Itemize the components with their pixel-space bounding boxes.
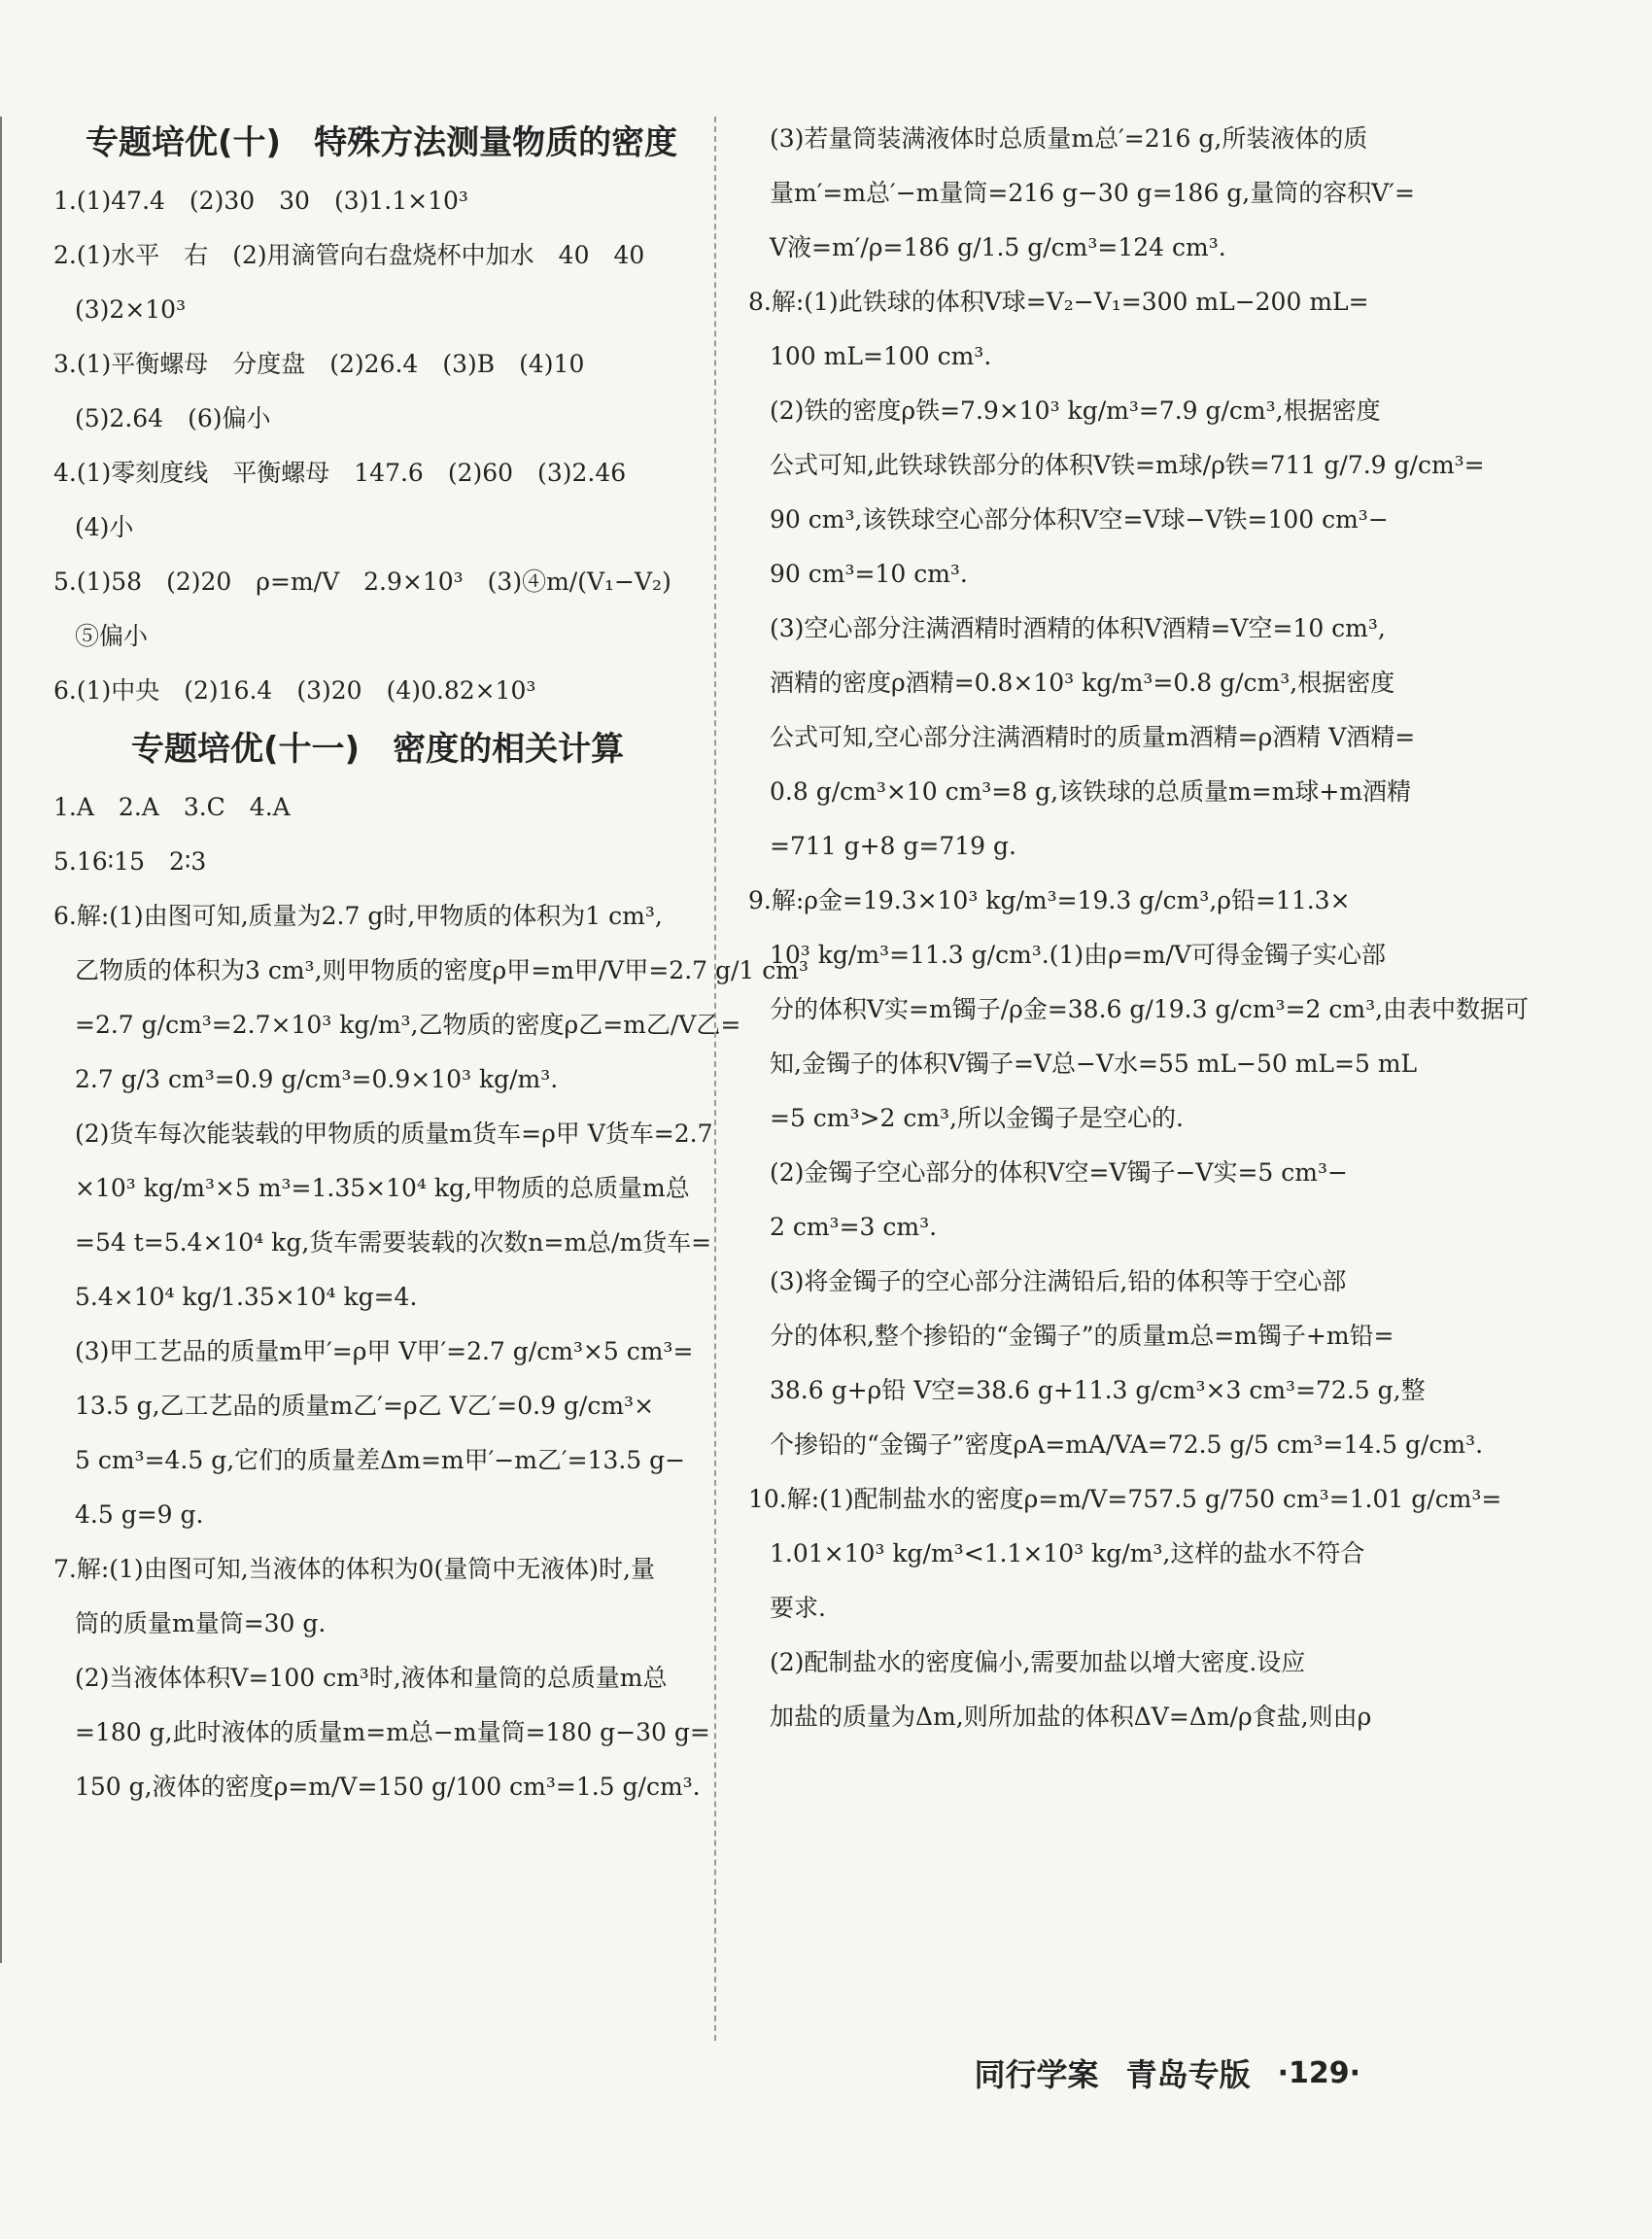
answer-line: 10³ kg/m³=11.3 g/cm³.(1)由ρ=m/V可得金镯子实心部 xyxy=(770,941,1386,969)
answer-line: V液=m′/ρ=186 g/1.5 g/cm³=124 cm³. xyxy=(770,233,1226,261)
right-column xyxy=(748,112,1530,1744)
answer-line: 加盐的质量为Δm,则所加盐的体积ΔV=Δm/ρ食盐,则由ρ xyxy=(770,1703,1372,1731)
answer-line: (3)2×10³ xyxy=(75,295,187,324)
answer-line: 筒的质量m量筒=30 g. xyxy=(75,1609,327,1637)
answer-line: 7.解:(1)由图可知,当液体的体积为0(量筒中无液体)时,量 xyxy=(53,1555,655,1583)
answer-line: ×10³ kg/m³×5 m³=1.35×10⁴ kg,甲物质的总质量m总 xyxy=(75,1174,690,1202)
answer-line: 90 cm³=10 cm³. xyxy=(770,560,968,588)
answer-line: =54 t=5.4×10⁴ kg,货车需要装载的次数n=m总/m货车= xyxy=(75,1228,712,1257)
answer-line: 3.(1)平衡螺母 分度盘 (2)26.4 (3)B (4)10 xyxy=(53,350,585,378)
answer-line: (5)2.64 (6)偏小 xyxy=(75,404,271,432)
answer-line: 0.8 g/cm³×10 cm³=8 g,该铁球的总质量m=m球+m酒精 xyxy=(770,777,1412,806)
answer-line: 5.(1)58 (2)20 ρ=m/V 2.9×10³ (3)④m/(V₁−V₂) xyxy=(53,568,671,596)
section-title: 专题培优(十一) 密度的相关计算 xyxy=(131,730,625,769)
answer-line: (3)空心部分注满酒精时酒精的体积V酒精=V空=10 cm³, xyxy=(770,614,1386,642)
answer-line: 9.解:ρ金=19.3×10³ kg/m³=19.3 g/cm³,ρ铅=11.3× xyxy=(748,886,1351,914)
answer-line: 5 cm³=4.5 g,它们的质量差Δm=m甲′−m乙′=13.5 g− xyxy=(75,1446,686,1474)
answer-line: 乙物质的体积为3 cm³,则甲物质的密度ρ甲=m甲/V甲=2.7 g/1 cm³ xyxy=(75,956,809,984)
answer-line: 要求. xyxy=(770,1594,826,1622)
column-divider xyxy=(714,117,716,2041)
answer-line: 8.解:(1)此铁球的体积V球=V₂−V₁=300 mL−200 mL= xyxy=(748,288,1369,316)
answer-line: 公式可知,空心部分注满酒精时的质量m酒精=ρ酒精 V酒精= xyxy=(770,723,1416,751)
answer-line: 5.16∶15 2∶3 xyxy=(53,847,207,876)
answer-line: 100 mL=100 cm³. xyxy=(770,342,992,370)
answer-line: (3)若量筒装满液体时总质量m总′=216 g,所装液体的质 xyxy=(770,124,1368,153)
answer-line: 5.4×10⁴ kg/1.35×10⁴ kg=4. xyxy=(75,1283,418,1311)
answer-line: 1.A 2.A 3.C 4.A xyxy=(53,793,291,821)
answer-line: 6.(1)中央 (2)16.4 (3)20 (4)0.82×10³ xyxy=(53,676,536,705)
answer-line: 10.解:(1)配制盐水的密度ρ=m/V=757.5 g/750 cm³=1.01 g/cm³= xyxy=(748,1485,1502,1513)
answer-line: 量m′=m总′−m量筒=216 g−30 g=186 g,量筒的容积V′= xyxy=(770,179,1415,207)
answer-line: (3)将金镯子的空心部分注满铅后,铅的体积等于空心部 xyxy=(770,1267,1347,1295)
answer-line: 分的体积,整个掺铅的“金镯子”的质量m总=m镯子+m铅= xyxy=(770,1322,1394,1350)
answer-line: 2.7 g/3 cm³=0.9 g/cm³=0.9×10³ kg/m³. xyxy=(75,1065,559,1093)
answer-line: 酒精的密度ρ酒精=0.8×10³ kg/m³=0.8 g/cm³,根据密度 xyxy=(770,669,1395,697)
answer-line: 90 cm³,该铁球空心部分体积V空=V球−V铁=100 cm³− xyxy=(770,505,1389,534)
answer-line: 个掺铅的“金镯子”密度ρA=mA/VA=72.5 g/5 cm³=14.5 g/cm³. xyxy=(770,1430,1484,1459)
answer-line: (2)配制盐水的密度偏小,需要加盐以增大密度.设应 xyxy=(770,1648,1306,1676)
answer-line: ⑤偏小 xyxy=(75,622,149,650)
answer-line: 2.(1)水平 右 (2)用滴管向右盘烧杯中加水 40 40 xyxy=(53,241,645,269)
page-number: ·129· xyxy=(1277,2055,1360,2090)
answer-line: 1.(1)47.4 (2)30 30 (3)1.1×10³ xyxy=(53,187,468,215)
answer-line: 38.6 g+ρ铅 V空=38.6 g+11.3 g/cm³×3 cm³=72.5 g,整 xyxy=(770,1376,1426,1404)
answer-line: =5 cm³>2 cm³,所以金镯子是空心的. xyxy=(770,1104,1184,1132)
binding-edge xyxy=(0,117,12,1963)
answer-line: 4.(1)零刻度线 平衡螺母 147.6 (2)60 (3)2.46 xyxy=(53,459,627,487)
answer-line: =180 g,此时液体的质量m=m总−m量筒=180 g−30 g= xyxy=(75,1718,710,1746)
answer-line: 1.01×10³ kg/m³<1.1×10³ kg/m³,这样的盐水不符合 xyxy=(770,1539,1365,1567)
answer-line: 13.5 g,乙工艺品的质量m乙′=ρ乙 V乙′=0.9 g/cm³× xyxy=(75,1392,655,1420)
footer-brand: 同行学案 xyxy=(974,2056,1099,2093)
answer-line: (2)货车每次能装载的甲物质的质量m货车=ρ甲 V货车=2.7 xyxy=(75,1120,713,1148)
page-footer xyxy=(975,2050,1360,2095)
answer-line: 4.5 g=9 g. xyxy=(75,1500,204,1529)
answer-line: (3)甲工艺品的质量m甲′=ρ甲 V甲′=2.7 g/cm³×5 cm³= xyxy=(75,1337,694,1365)
answer-line: (2)金镯子空心部分的体积V空=V镯子−V实=5 cm³− xyxy=(770,1158,1348,1187)
footer-edition: 青岛专版 xyxy=(1125,2056,1251,2093)
answer-line: 2 cm³=3 cm³. xyxy=(770,1213,938,1241)
answer-line: (2)当液体体积V=100 cm³时,液体和量筒的总质量m总 xyxy=(75,1664,668,1692)
answer-line: (4)小 xyxy=(75,513,134,541)
answer-line: 知,金镯子的体积V镯子=V总−V水=55 mL−50 mL=5 mL xyxy=(770,1050,1418,1078)
answer-line: (2)铁的密度ρ铁=7.9×10³ kg/m³=7.9 g/cm³,根据密度 xyxy=(770,396,1381,425)
answer-line: 分的体积V实=m镯子/ρ金=38.6 g/19.3 g/cm³=2 cm³,由表中数据可 xyxy=(770,995,1530,1023)
answer-line: =2.7 g/cm³=2.7×10³ kg/m³,乙物质的密度ρ乙=m乙/V乙= xyxy=(75,1011,741,1039)
answer-line: 公式可知,此铁球铁部分的体积V铁=m球/ρ铁=711 g/7.9 g/cm³= xyxy=(770,451,1485,479)
answer-line: 6.解:(1)由图可知,质量为2.7 g时,甲物质的体积为1 cm³, xyxy=(53,902,663,930)
answer-line: =711 g+8 g=719 g. xyxy=(770,832,1016,860)
answer-line: 150 g,液体的密度ρ=m/V=150 g/100 cm³=1.5 g/cm³. xyxy=(75,1773,701,1801)
section-title: 专题培优(十) 特殊方法测量物质的密度 xyxy=(86,123,678,162)
